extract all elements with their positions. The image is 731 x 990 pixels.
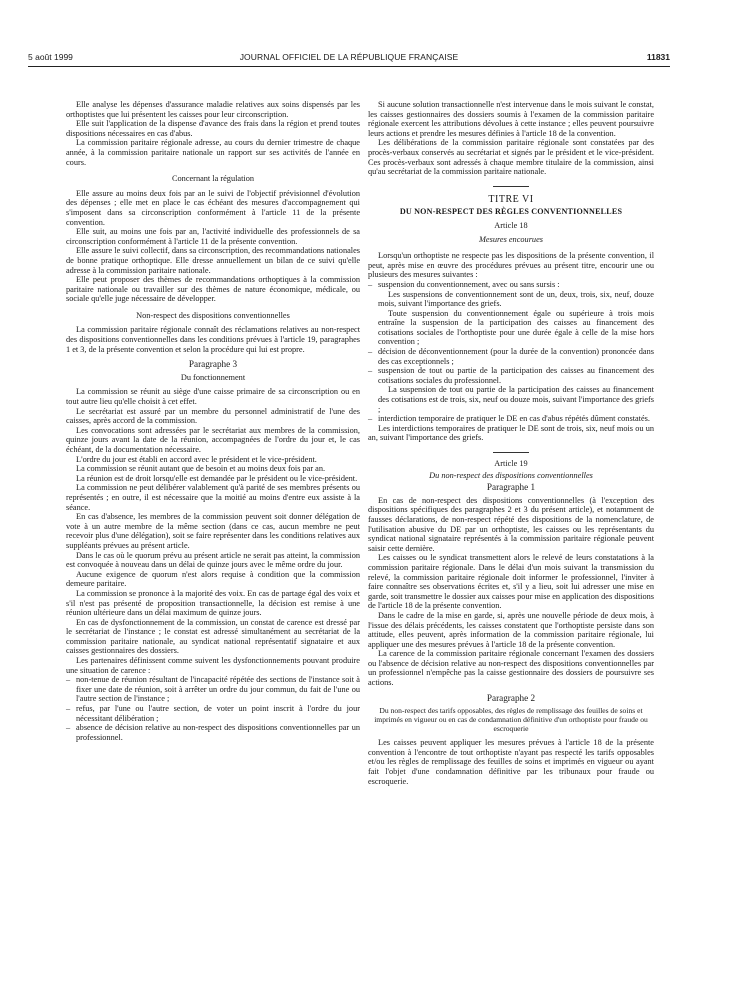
paragraph: La commission paritaire régionale adresse, au cours du dernier trimestre de chaque année, à la commission paritaire nationale un rapport sur ses activités de l'année en cours. xyxy=(66,138,360,167)
list-item: – refus, par l'une ou l'autre section, de voter un point inscrit à l'ordre du jour nécessitant délibération ; xyxy=(66,704,360,723)
paragraph-2-heading: Paragraphe 2 xyxy=(486,692,536,703)
left-column xyxy=(66,100,360,742)
article-18-heading: Article 18 xyxy=(494,220,528,230)
paragraph: Elle peut proposer des thèmes de recommandations orthoptiques à la commission paritaire nationale ou travailler sur des thèmes de nature économique, médicale, ou sociale qu'elle juge nécessaire de développer. xyxy=(66,275,360,304)
right-column xyxy=(368,100,654,786)
paragraph: La commission se réunit au siège d'une caisse primaire de sa circonscription ou en tout autre lieu qu'elle choisit à cet effet. xyxy=(66,387,360,407)
paragraph: Elle assure au moins deux fois par an le suivi de l'objectif prévisionnel d'évolution des dépenses ; elle met en place le cas échéant des mesures d'accompagnement qui s'imposent dans sa circonscription conformément à l'article 11 de la présente convention. xyxy=(66,188,360,227)
paragraph: Les partenaires définissent comme suivent les dysfonctionnements pouvant produire une situation de carence : xyxy=(66,656,360,675)
titre-heading: TITRE VI xyxy=(488,193,534,205)
section-divider xyxy=(493,186,529,187)
paragraph: Les caisses ou le syndicat transmettent alors le relevé de leurs constatations à la commission paritaire régionale. Dans le délai d'un mois suivant la transmission du relevé, la commission paritaire régionale doit informer le professionnel, l'inviter à faire connaître ses observations écrites et, s'il y a lieu, soit lui adresser une mise en garde, soit transmettre le dossier aux caisses pour mise en application des dispositions de l'article 18 de la présente convention. xyxy=(368,553,654,611)
paragraph-2-subheading: Du non-respect des tarifs opposables, des règles de remplissage des feuilles de soins et imprimés en vigueur ou en cas de condamnation définitive d'un orthoptiste pour fraude ou escroquerie xyxy=(374,706,648,734)
paragraph: Les délibérations de la commission paritaire régionale sont constatées par des procès-verbaux conservés au secrétariat et signés par le président et le vice-président. Ces procès-verbaux sont adressés à chaque membre titulaire de la commission, ainsi qu'au secrétariat de la commission paritaire nationale. xyxy=(368,138,654,177)
paragraph: En cas d'absence, les membres de la commission peuvent soit donner délégation de vote à un autre membre de la même section (dans ce cas, aucun membre ne peut recevoir plus d'une délégation), soit se faire représenter dans les conditions relatives aux suppléants prévues au présent article. xyxy=(66,512,360,550)
paragraph-1-heading: Paragraphe 1 xyxy=(486,482,536,493)
fonctionnement-heading: Du fonctionnement xyxy=(180,372,246,382)
mesures-heading: Mesures encourues xyxy=(479,234,543,244)
list-item: – décision de déconventionnement (pour la durée de la convention) prononcée dans des cas exceptionnels ; xyxy=(368,347,654,366)
header-journal-title: JOURNAL OFFICIEL DE LA RÉPUBLIQUE FRANÇAISE xyxy=(239,52,459,62)
paragraph: Les interdictions temporaires de pratiquer le DE sont de trois, six, neuf mois ou un an, suivant l'importance des griefs. xyxy=(368,423,654,443)
paragraph: La réunion est de droit lorsqu'elle est demandée par le président ou le vice-président. xyxy=(76,473,358,483)
paragraph: Le secrétariat est assuré par un membre du personnel administratif de l'une des caisses, après accord de la commission. xyxy=(66,406,360,426)
paragraph: La carence de la commission paritaire régionale concernant l'examen des dossiers ou l'absence de décision relative au non-respect des dispositions conventionnelles par un professionnel n'empêche pas la caisse gestionnaire des dossiers de poursuivre ses actions. xyxy=(368,649,654,688)
section-heading-regulation: Concernant la régulation xyxy=(171,174,255,184)
paragraph-3-heading: Paragraphe 3 xyxy=(188,359,238,370)
list-subparagraph: Les suspensions de conventionnement sont de un, deux, trois, six, neuf, douze mois, suivant l'importance des griefs. xyxy=(378,289,654,309)
article-19-subheading: Du non-respect des dispositions conventionnelles xyxy=(429,470,593,480)
list-item: – non-tenue de réunion résultant de l'incapacité répétée des sections de l'instance soit à fixer une date de réunion, soit à arrêter un ordre du jour commun, du fait de l'une ou l'autre section de l'instance ; xyxy=(66,675,360,704)
list-item: – absence de décision relative au non-respect des dispositions conventionnelles par un professionnel. xyxy=(66,723,360,742)
paragraph: La commission paritaire régionale connaît des réclamations relatives au non-respect des dispositions conventionnelles dans les conditions prévues à l'article 19, paragraphes 1 et 3, de la présente convention et selon la procédure qui lui est propre. xyxy=(66,325,360,354)
paragraph: La commission se prononce à la majorité des voix. En cas de partage égal des voix et s'il n'est pas présenté de proposition transactionnelle, la décision est remise à une réunion ultérieure dans un délai maximum de quinze jours. xyxy=(66,588,360,618)
paragraph: Si aucune solution transactionnelle n'est intervenue dans le mois suivant le constat, les caisses gestionnaires des dossiers soumis à l'examen de la commission paritaire régionale exercent les attributions dévolues à cette instance ; elles peuvent poursuivre leurs actions et prendre les mesures définies à l'article 18 de la convention. xyxy=(368,100,654,138)
section-divider xyxy=(493,452,529,453)
list-subparagraph: Toute suspension du conventionnement égale ou supérieure à trois mois entraîne la suspension de la participation des caisses au financement des cotisations sociales de l'orthoptiste pour une durée égale à celle de la mise hors convention ; xyxy=(378,308,654,347)
paragraph: Elle analyse les dépenses d'assurance maladie relatives aux soins dispensés par les orthoptistes que lui présentent les caisses pour leur circonscription. xyxy=(66,100,360,119)
paragraph: Les convocations sont adressées par le secrétariat aux membres de la commission, quinze jours avant la date de la réunion, accompagnées de l'ordre du jour et, le cas échéant, de la documentation nécessaire. xyxy=(66,425,360,454)
paragraph: Lorsqu'un orthoptiste ne respecte pas les dispositions de la présente convention, il peut, après mise en œuvre des procédures prévues au présent titre, encourir une ou plusieurs des mesures suivantes : xyxy=(368,251,654,280)
page-header xyxy=(28,52,670,67)
paragraph: La commission ne peut délibérer valablement qu'à parité de ses membres présents ou représentés ; en outre, il est nécessaire que la moitié au moins d'entre eux assiste à la séance. xyxy=(66,483,360,512)
paragraph: Dans le cadre de la mise en garde, si, après une nouvelle période de deux mois, à l'issue des délais précédents, les caisses constatent que l'orthoptiste persiste dans son attitude, elles peuvent, après information de la commission paritaire régionale, lui appliquer une des mesures prévues à l'article 18 de la présente convention. xyxy=(368,610,654,649)
paragraph: En cas de dysfonctionnement de la commission, un constat de carence est dressé par le secrétariat de l'instance ; le constat est adressé simultanément au secrétariat de la commission paritaire nationale, au syndicat national représentatif signataire et aux caisses gestionnaires des dossiers. xyxy=(66,617,360,656)
header-page-number: 11831 xyxy=(646,52,670,62)
paragraph: Aucune exigence de quorum n'est alors requise à condition que la commission demeure paritaire. xyxy=(66,569,360,589)
paragraph: L'ordre du jour est établi en accord avec le président et le vice-président. xyxy=(76,454,317,464)
list-item: – interdiction temporaire de pratiquer le DE en cas d'abus répétés dûment constatés. xyxy=(368,414,654,424)
paragraph: Les caisses peuvent appliquer les mesures prévues à l'article 18 de la présente convention à l'encontre de tout orthoptiste n'ayant pas respecté les tarifs opposables et/ou les règles de remplissage des feuilles de soins et imprimés en vigueur ou ayant fait l'objet d'une condamnation définitive par les tribunaux pour fraude ou escroquerie. xyxy=(368,738,654,786)
paragraph: La commission se réunit autant que de besoin et au moins deux fois par an. xyxy=(76,464,326,474)
paragraph: Elle suit, au moins une fois par an, l'activité individuelle des professionnels de sa circonscription conformément à l'article 11 de la présente convention. xyxy=(66,227,360,246)
list-item: – suspension du conventionnement, avec ou sans sursis : xyxy=(368,280,654,290)
titre-subheading: DU NON-RESPECT DES RÈGLES CONVENTIONNELLES xyxy=(399,207,623,217)
section-heading-non-respect: Non-respect des dispositions conventionnelles xyxy=(136,310,290,320)
paragraph: En cas de non-respect des dispositions conventionnelles (à l'exception des dispositions spécifiques des paragraphes 2 et 3 du présent article), et notamment de fausses déclarations, de non-respect répété des dispositions de la nomenclature, de l'utilisation abusive du DE par un orthoptiste, les caisses ou les représentants du syndicat national signataire représentés à la commission paritaire régionale peuvent saisir cette dernière. xyxy=(368,495,654,553)
paragraph: Elle suit l'application de la dispense d'avance des frais dans la région et prend toutes dispositions nécessaires en cas d'abus. xyxy=(66,119,360,138)
paragraph: Elle assure le suivi collectif, dans sa circonscription, des recommandations nationales de bonne pratique orthoptique. Elle dresse annuellement un bilan de ce suivi qu'elle adresse à la commission paritaire nationale. xyxy=(66,246,360,275)
paragraph: Dans le cas où le quorum prévu au présent article ne serait pas atteint, la commission est convoquée à nouveau dans un délai de quinze jours avec le même ordre du jour. xyxy=(66,550,360,570)
list-subparagraph: La suspension de tout ou partie de la participation des caisses au financement des cotisations est de trois, six, neuf ou douze mois, suivant l'importance des griefs ; xyxy=(378,385,654,414)
header-date: 5 août 1999 xyxy=(28,52,73,62)
list-item: – suspension de tout ou partie de la participation des caisses au financement des cotisations sociales du professionnel. xyxy=(368,366,654,385)
article-19-heading: Article 19 xyxy=(494,459,528,468)
